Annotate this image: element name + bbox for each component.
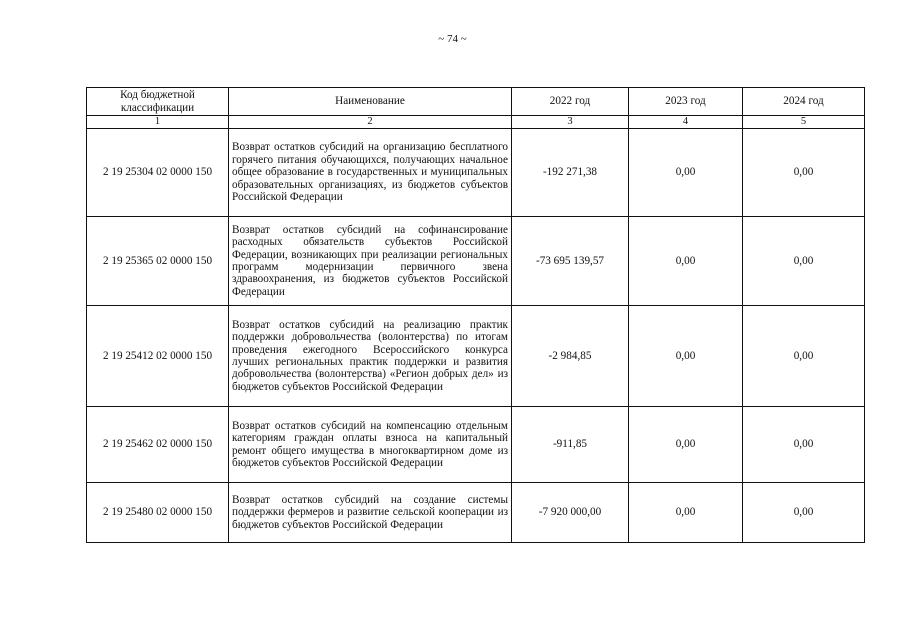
row-value-2023: 0,00 [629, 129, 743, 217]
row-code: 2 19 25412 02 0000 150 [87, 306, 229, 407]
row-name [229, 483, 512, 543]
row-value-2023: 0,00 [629, 407, 743, 483]
row-value-2024: 0,00 [743, 483, 865, 543]
row-name-text: Возврат остатков субсидий на реализацию практик поддержки добровольчества (волонтерства) по итогам проведения ежегодного Всероссийского конкурса лучших региональных практик поддержки и развития добровольчества (волонтерства) «Регион добрых дел» из бюджетов субъектов Российской Федерации [232, 318, 508, 393]
header-2024: 2024 год [743, 88, 865, 116]
row-value-2022: -911,85 [512, 407, 629, 483]
row-name [229, 217, 512, 306]
header-code: Код бюджетной классификации [87, 88, 229, 116]
budget-table [86, 87, 865, 543]
row-name [229, 129, 512, 217]
table-row [87, 407, 865, 483]
row-name-text: Возврат остатков субсидий на софинансирование расходных обязательств субъектов Российской Федерации, возникающих при реализации региональных программ модернизации первичного звена здравоохранения, из бюджетов субъектов Российской Федерации [232, 223, 508, 298]
row-value-2024: 0,00 [743, 129, 865, 217]
row-name-text: Возврат остатков субсидий на компенсацию отдельным категориям граждан оплаты взноса на капитальный ремонт общего имущества в многоквартирном доме из бюджетов субъектов Российской Федерации [232, 419, 508, 469]
table-header-row [87, 88, 865, 116]
row-name-text: Возврат остатков субсидий на организацию бесплатного горячего питания обучающихся, получающих начальное общее образование в государственных и муниципальных образовательных организациях, из бюджетов субъектов Российской Федерации [232, 141, 508, 204]
column-number-row [87, 116, 865, 129]
table-row [87, 129, 865, 217]
row-value-2023: 0,00 [629, 483, 743, 543]
row-name [229, 407, 512, 483]
column-number: 2 [229, 116, 512, 129]
header-name: Наименование [229, 88, 512, 116]
row-code: 2 19 25365 02 0000 150 [87, 217, 229, 306]
row-value-2022: -7 920 000,00 [512, 483, 629, 543]
header-2023: 2023 год [629, 88, 743, 116]
row-value-2024: 0,00 [743, 407, 865, 483]
table-row [87, 217, 865, 306]
column-number: 3 [512, 116, 629, 129]
row-value-2023: 0,00 [629, 217, 743, 306]
column-number: 4 [629, 116, 743, 129]
row-code: 2 19 25480 02 0000 150 [87, 483, 229, 543]
row-name-text: Возврат остатков субсидий на создание системы поддержки фермеров и развитие сельской кооперации из бюджетов субъектов Российской Федерации [232, 493, 508, 531]
row-value-2023: 0,00 [629, 306, 743, 407]
column-number: 5 [743, 116, 865, 129]
row-value-2022: -2 984,85 [512, 306, 629, 407]
row-value-2024: 0,00 [743, 306, 865, 407]
row-value-2022: -73 695 139,57 [512, 217, 629, 306]
header-2022: 2022 год [512, 88, 629, 116]
row-value-2022: -192 271,38 [512, 129, 629, 217]
column-number: 1 [87, 116, 229, 129]
page-number: ~ 74 ~ [438, 33, 467, 45]
row-name [229, 306, 512, 407]
row-code: 2 19 25462 02 0000 150 [87, 407, 229, 483]
row-code: 2 19 25304 02 0000 150 [87, 129, 229, 217]
table-row [87, 306, 865, 407]
row-value-2024: 0,00 [743, 217, 865, 306]
table-row [87, 483, 865, 543]
